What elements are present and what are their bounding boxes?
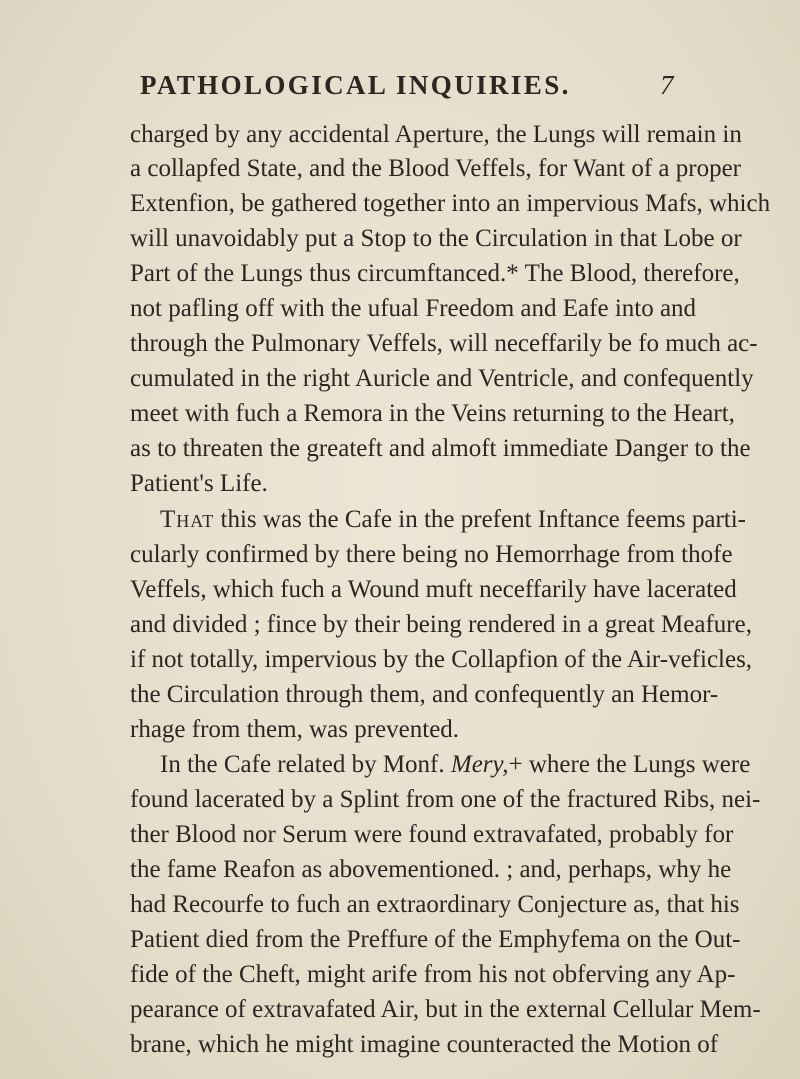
text-line: fide of the Cheft, might arife from his not obferving any Ap- xyxy=(130,961,736,988)
text-line: Patient died from the Preffure of the Emphyfema on the Out- xyxy=(130,926,741,953)
text-line: charged by any accidental Aperture, the Lungs will remain in xyxy=(130,121,742,148)
text-line: ther Blood nor Serum were found extravafated, probably for xyxy=(130,821,734,848)
text-line: Veffels, which fuch a Wound muft neceffarily have lacerated xyxy=(130,576,737,603)
text-span: this was the Cafe in the prefent Inftance feems parti- xyxy=(214,506,747,533)
text-line: Patient's Life. xyxy=(130,470,268,497)
text-line: through the Pulmonary Veffels, will neceffarily be fo much ac- xyxy=(130,330,758,357)
paragraph-start-line xyxy=(160,503,747,537)
text-line: cularly confirmed by there being no Hemorrhage from thofe xyxy=(130,541,733,568)
italic-name: Mery, xyxy=(450,751,509,778)
text-line: Extenfion, be gathered together into an impervious Mafs, which xyxy=(130,190,771,217)
text-line: the fame Reafon as abovementioned. ; and, perhaps, why he xyxy=(130,856,732,883)
text-line: brane, which he might imagine counteracted the Motion of xyxy=(130,1031,719,1058)
text-line: pearance of extravafated Air, but in the external Cellular Mem- xyxy=(130,996,761,1023)
paragraph-lead-word: That xyxy=(160,506,215,533)
running-header xyxy=(140,70,700,110)
text-line: had Recourfe to fuch an extraordinary Conjecture as, that his xyxy=(130,891,740,918)
text-line: found lacerated by a Splint from one of the fractured Ribs, nei- xyxy=(130,786,761,813)
text-line: Part of the Lungs thus circumftanced.* The Blood, therefore, xyxy=(130,260,740,287)
text-line: rhage from them, was prevented. xyxy=(130,716,460,743)
text-line: the Circulation through them, and confequently an Hemor- xyxy=(130,681,719,708)
text-line: cumulated in the right Auricle and Ventricle, and confequently xyxy=(130,365,754,392)
text-line: not pafling off with the ufual Freedom and Eafe into and xyxy=(130,295,697,322)
text-line: meet with fuch a Remora in the Veins returning to the Heart, xyxy=(130,400,735,427)
text-span: + where the Lungs were xyxy=(508,751,751,778)
text-line: a collapfed State, and the Blood Veffels, for Want of a proper xyxy=(130,155,741,182)
running-title: PATHOLOGICAL INQUIRIES. xyxy=(140,70,571,100)
page-number: 7 xyxy=(660,70,676,100)
text-line: will unavoidably put a Stop to the Circulation in that Lobe or xyxy=(130,225,742,252)
text-line: and divided ; fince by their being rendered in a great Meafure, xyxy=(130,611,752,638)
text-span: In the Cafe related by Monf. xyxy=(160,751,451,778)
text-line: if not totally, impervious by the Collapfion of the Air-veficles, xyxy=(130,646,753,673)
text-line: as to threaten the greateft and almoft immediate Danger to the xyxy=(130,435,751,462)
paragraph-start-line xyxy=(160,748,751,782)
